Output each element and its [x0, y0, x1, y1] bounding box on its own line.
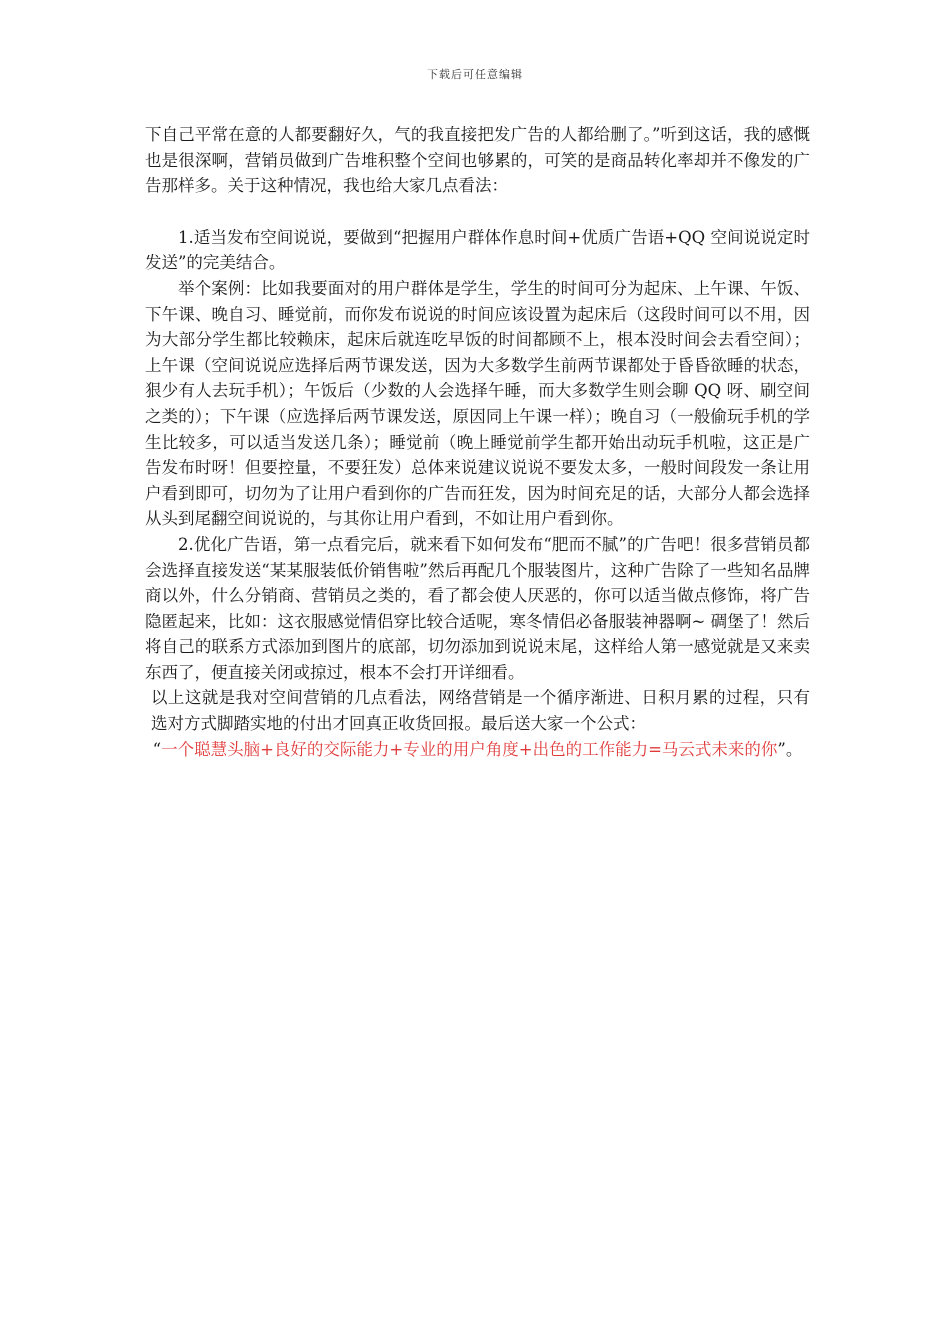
page-header-note: 下载后可任意编辑	[427, 68, 523, 81]
point-two-paragraph: 2.优化广告语，第一点看完后，就来看下如何发布“肥而不腻”的广告吧！很多营销员都会选择直接发送“某某服装低价销售啦”然后再配几个服装图片，这种广告除了一些知名品牌商以外，什么分销商、营销员之类的，看了都会使人厌恶的，你可以适当做点修饰，将广告隐匿起来，比如：这衣服感觉情侣穿比较合适呢，寒冬情侣必备服装神器啊~ 碉堡了！然后将自己的联系方式添加到图片的底部，切勿添加到说说末尾，这样给人第一感觉就是又来卖东西了，便直接关闭或掠过，根本不会打开详细看。	[145, 534, 810, 682]
quote-open-mark: “	[152, 739, 162, 759]
point-one-paragraph: 1.适当发布空间说说，要做到“把握用户群体作息时间+优质广告语+QQ 空间说说定时发送”的完美结合。	[145, 227, 810, 273]
summary-paragraph: 以上这就是我对空间营销的几点看法，网络营销是一个循序渐进、日积月累的过程，只有选对方式脚踏实地的付出才回真正收货回报。最后送大家一个公式：	[151, 688, 810, 734]
formula-quote	[145, 737, 810, 763]
article-body	[145, 122, 810, 762]
intro-paragraph: 下自己平常在意的人都要翻好久，气的我直接把发广告的人都给删了。”听到这话，我的感慨也是很深啊，营销员做到广告堆积整个空间也够累的，可笑的是商品转化率却并不像发的广告那样多。关于这种情况，我也给大家几点看法：	[145, 125, 810, 196]
quote-close-mark: ”。	[777, 739, 803, 759]
formula-text: 一个聪慧头脑+良好的交际能力+专业的用户角度+出色的工作能力=马云式未来的你	[161, 739, 778, 759]
example-paragraph: 举个案例：比如我要面对的用户群体是学生，学生的时间可分为起床、上午课、午饭、下午课、晚自习、睡觉前，而你发布说说的时间应该设置为起床后（这段时间可以不用，因为大部分学生都比较赖床，起床后就连吃早饭的时间都顾不上，根本没时间会去看空间）；上午课（空间说说应选择后两节课发送，因为大多数学生前两节课都处于昏昏欲睡的状态，狠少有人去玩手机）；午饭后（少数的人会选择午睡，而大多数学生则会聊 QQ 呀、刷空间之类的）；下午课（应选择后两节课发送，原因同上午课一样）；晚自习（一般偷玩手机的学生比较多，可以适当发送几条）；睡觉前（晚上睡觉前学生都开始出动玩手机啦，这正是广告发布时呀！但要控量，不要狂发）总体来说建议说说不要发太多，一般时间段发一条让用户看到即可，切勿为了让用户看到你的广告而狂发，因为时间充足的话，大部分人都会选择从头到尾翻空间说说的，与其你让用户看到，不如让用户看到你。	[145, 278, 810, 529]
